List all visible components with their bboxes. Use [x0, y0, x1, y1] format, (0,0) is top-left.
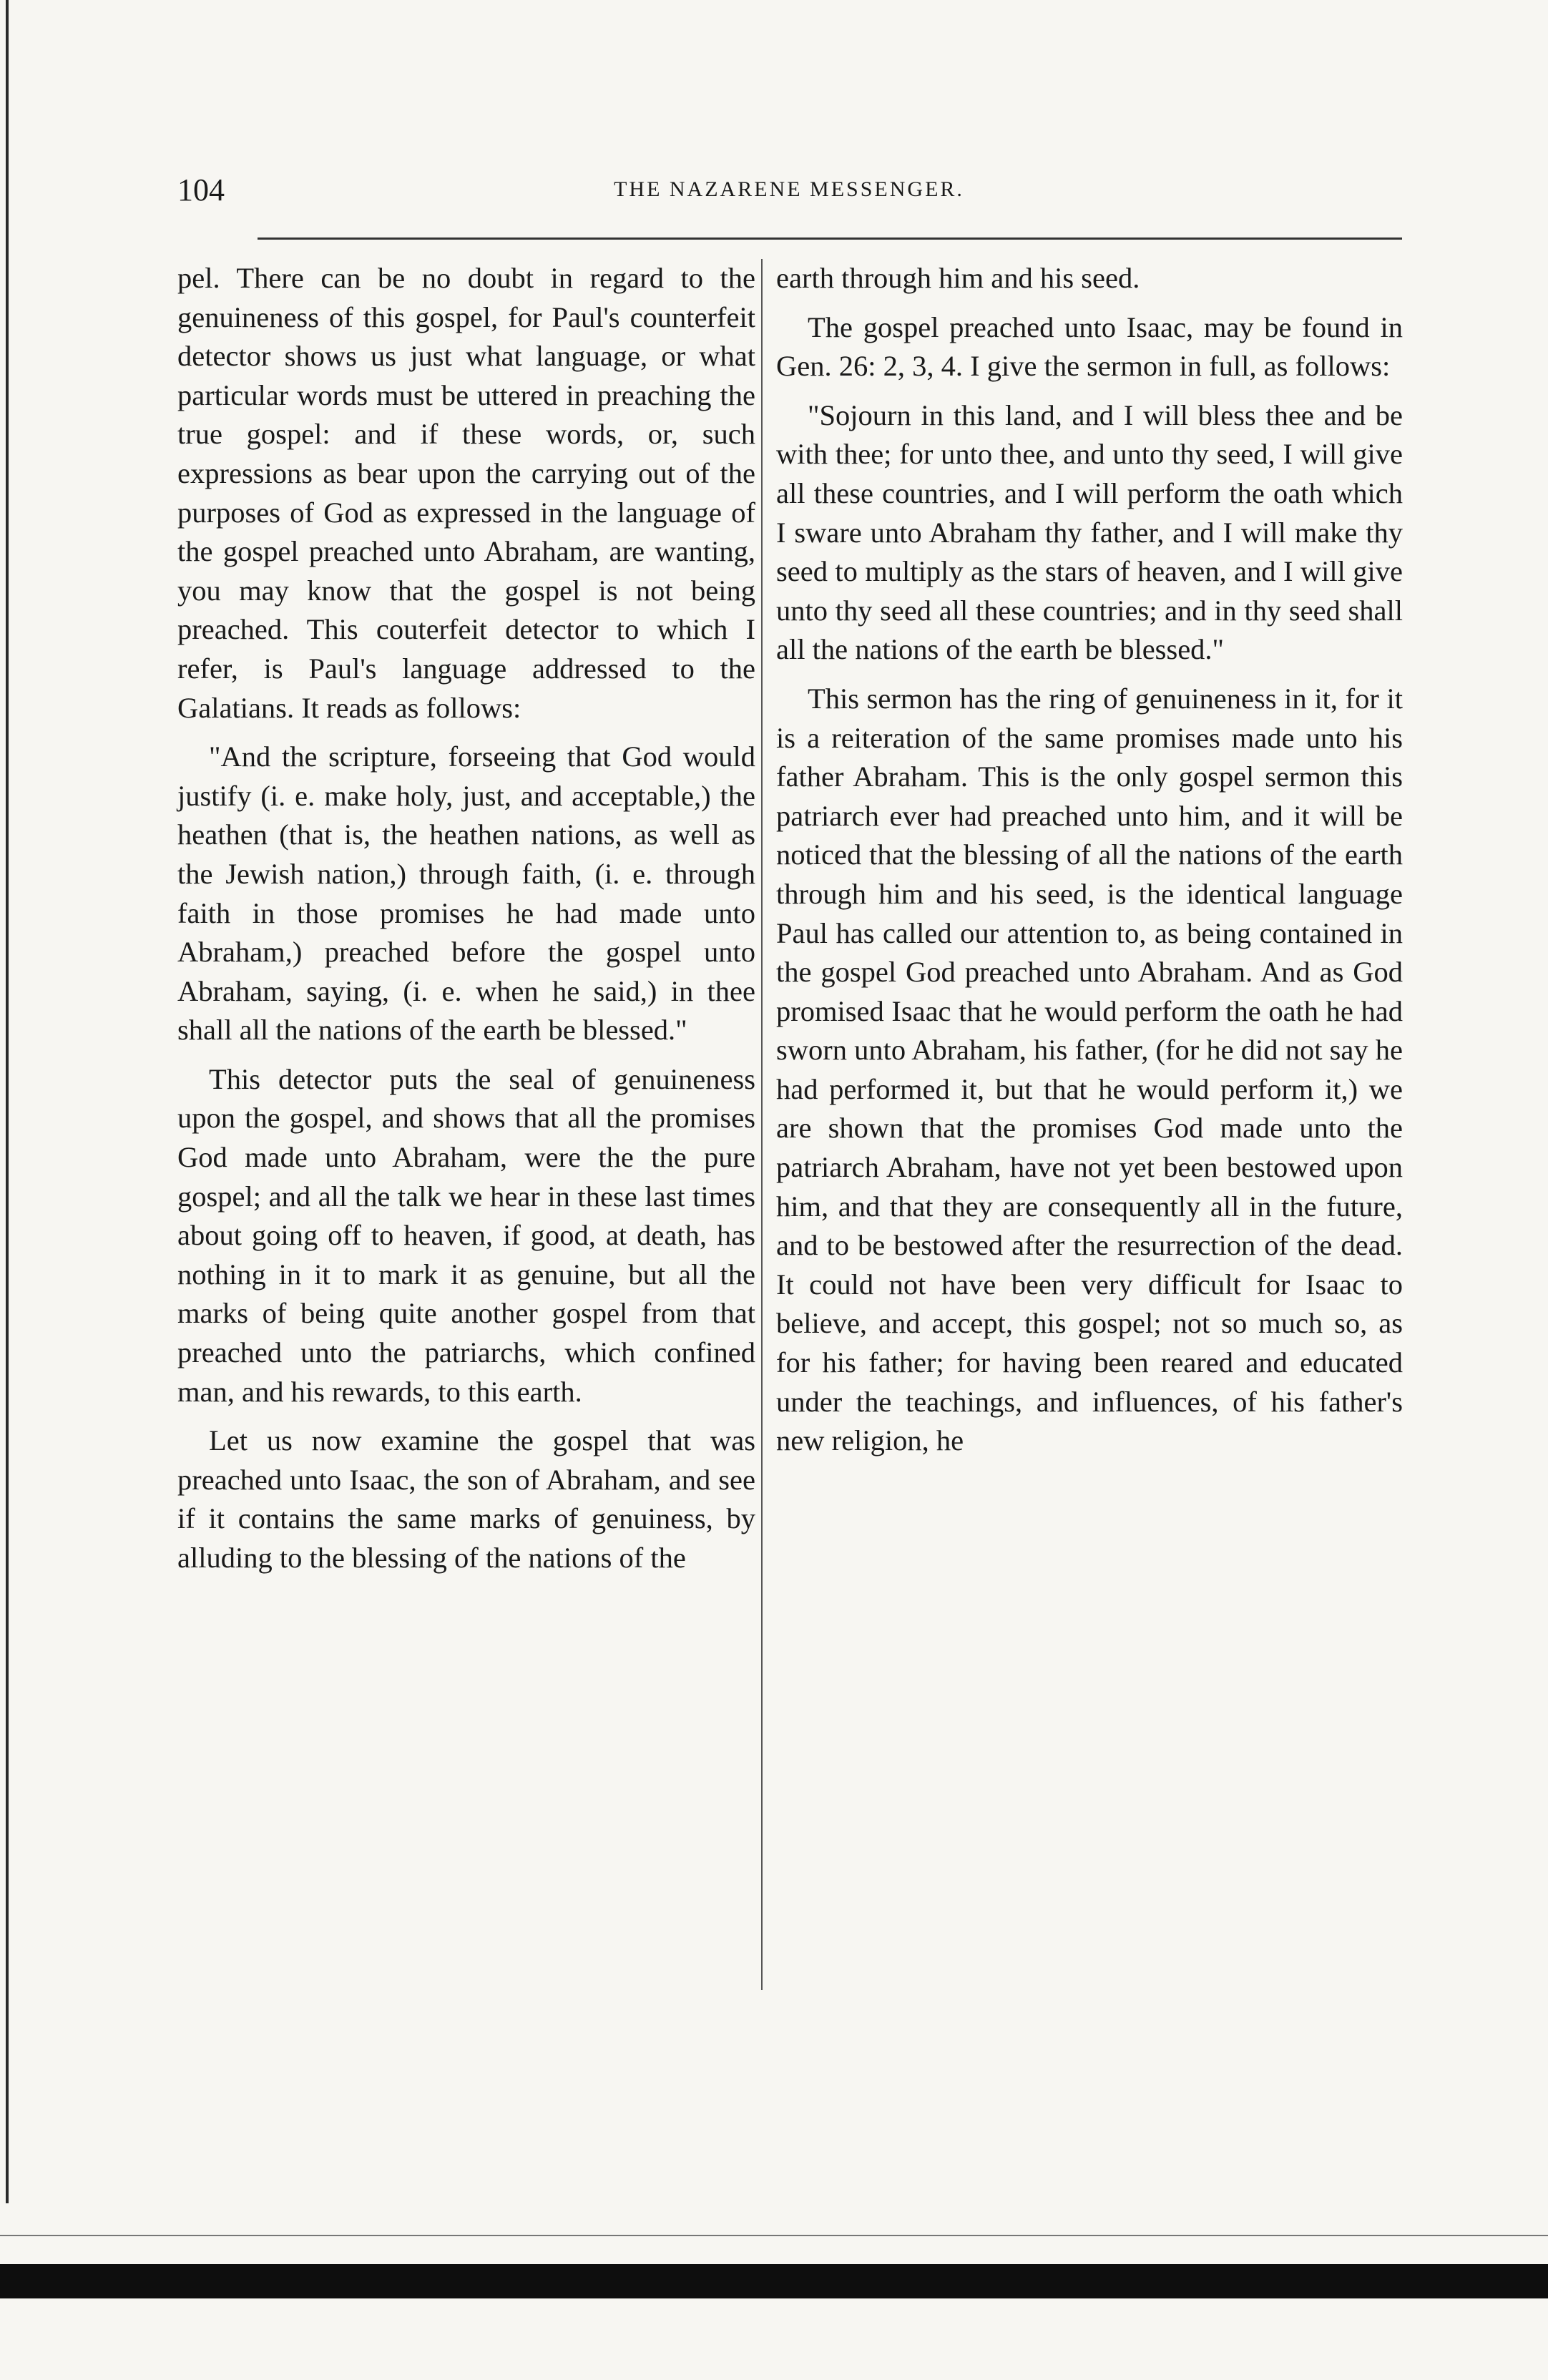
right-column [776, 259, 1403, 1461]
paragraph: The gospel preached unto Isaac, may be found in Gen. 26: 2, 3, 4. I give the sermon in full, as follows: [776, 310, 1403, 383]
running-head: THE NAZARENE MESSENGER. [614, 177, 964, 201]
paragraph: pel. There can be no doubt in regard to the genuineness of this gospel, for Paul's counterfeit detector shows us just what language, or what particular words must be uttered in preaching the true gospel: and if these words, or, such expressions as bear upon the carrying out of the purposes of God as expressed in the language of the gospel preached unto Abraham, are wanting, you may know that the gospel is not being preached. This couterfeit detector to which I refer, is Paul's language addressed to the Galatians. It reads as follows: [177, 262, 755, 724]
page-number: 104 [177, 172, 225, 207]
left-column [177, 259, 755, 1578]
paragraph: earth through him and his seed. [776, 262, 1140, 294]
column-divider [761, 259, 763, 1990]
paragraph: "Sojourn in this land, and I will bless thee and be with thee; for unto thee, and unto thy seed, I will give all these countries, and I will perform the oath which I sware unto Abraham thy father, and I will make thy seed to multiply as the stars of heaven, and I will give unto thy seed all these countries; and in thy seed shall all the nations of the earth be blessed." [776, 398, 1403, 666]
page-edge-line [6, 0, 9, 2203]
paragraph: Let us now examine the gospel that was preached unto Isaac, the son of Abraham, and see if it contains the same marks of genuiness, by alluding to the blessing of the nations of the [177, 1424, 755, 1574]
header-rule [258, 237, 1402, 240]
page-header [177, 172, 1401, 222]
paragraph: This sermon has the ring of genuineness in it, for it is a reiteration of the same promises made unto his father Abraham. This is the only gospel sermon this patriarch ever had preached unto him, and it will be noticed that the blessing of all the nations of the earth through him and his seed, is the identical language Paul has called our attention to, as being contained in the gospel God preached unto Abraham. And as God promised Isaac that he would perform the oath he had sworn unto Abraham, his father, (for he did not say he had performed it, but that he would perform it,) we are shown that the promises God made unto the patriarch Abraham, have not yet been bestowed upon him, and that they are consequently all in the future, and to be bestowed after the resurrection of the dead. It could not have been very difficult for Isaac to believe, and accept, this gospel; not so much so, as for his father; for having been reared and educated under the teachings, and influences, of his father's new religion, he [776, 682, 1403, 1457]
paragraph: This detector puts the seal of genuineness upon the gospel, and shows that all the promises God made unto Abraham, were the the pure gospel; and all the talk we hear in these last times about going off to heaven, if good, at death, has nothing in it to mark it as genuine, but all the marks of being quite another gospel from that preached unto the patriarchs, which confined man, and his rewards, to this earth. [177, 1062, 755, 1408]
paragraph: "And the scripture, forseeing that God would justify (i. e. make holy, just, and acceptable,) the heathen (that is, the heathen nations, as well as the Jewish nation,) through faith, (i. e. through faith in those promises he had made unto Abraham,) preached before the gospel unto Abraham, saying, (i. e. when he said,) in thee shall all the nations of the earth be blessed." [177, 740, 755, 1047]
page-bottom-border [0, 2264, 1548, 2298]
bottom-rule [0, 2235, 1548, 2236]
